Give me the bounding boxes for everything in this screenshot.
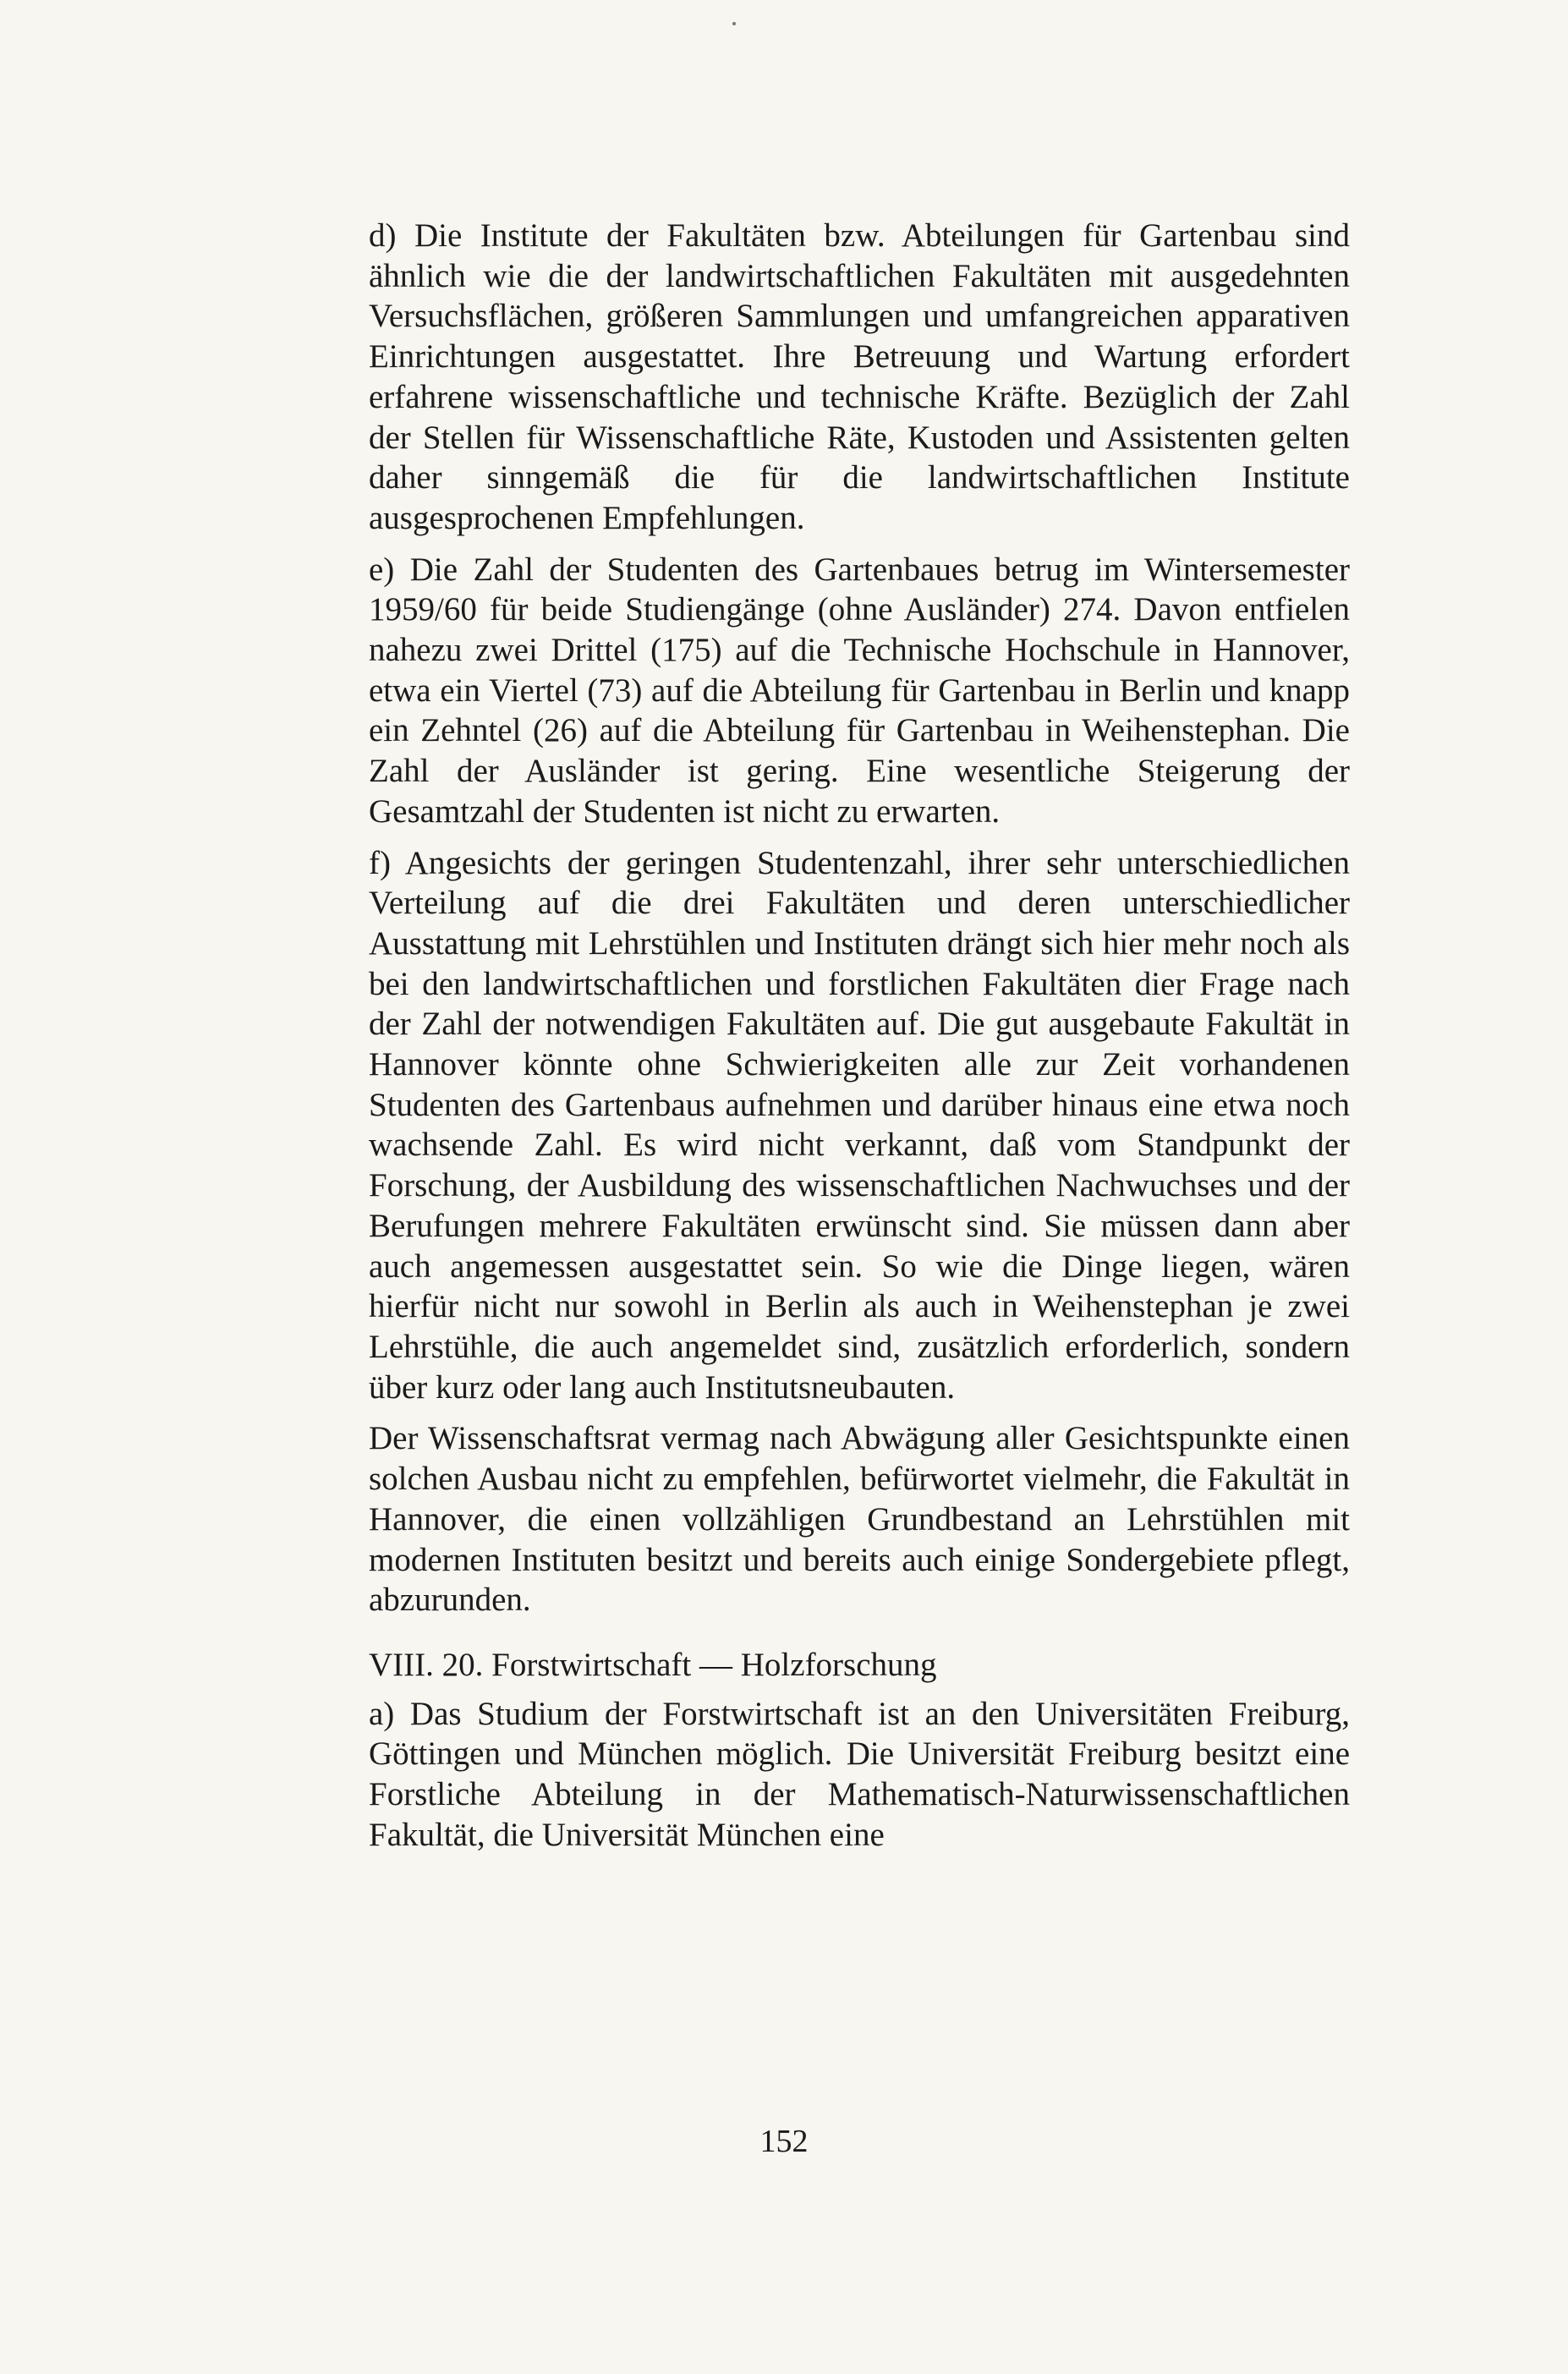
paragraph-recommendation: Der Wissenschaftsrat vermag nach Abwägung aller Gesichtspunkte einen solchen Ausbau nicht zu empfehlen, befürwortet vielmehr, die Fakultät in Hannover, die einen vollzähligen Grundbestand an Lehrstühlen mit modernen Instituten besitzt und bereits auch einige Sondergebiete pflegt, abzurunden. — [369, 1420, 1350, 1619]
section-heading: VIII. 20. Forstwirtschaft — Holzforschung — [369, 1646, 937, 1683]
paragraph-d: d) Die Institute der Fakultäten bzw. Abteilungen für Gartenbau sind ähnlich wie die der landwirtschaftlichen Fakultäten mit ausgedehnten Versuchsflächen, größeren Sammlungen und umfangreichen apparativen Einrichtungen ausgestattet. Ihre Betreuung und Wartung erfordert erfahrene wissenschaftliche und technische Kräfte. Bezüglich der Zahl der Stellen für Wissenschaftliche Räte, Kustoden und Assistenten gelten daher sinngemäß die für die landwirtschaftlichen Institute ausgesprochenen Empfehlungen. — [369, 217, 1350, 536]
paragraph-a: a) Das Studium der Forstwirtschaft ist an den Universitäten Freiburg, Göttingen und München möglich. Die Universität Freiburg besitzt eine Forstliche Abteilung in der Mathematisch-Naturwissenschaftlichen Fakultät, die Universität München eine — [369, 1695, 1350, 1853]
paragraph-e: e) Die Zahl der Studenten des Gartenbaues betrug im Wintersemester 1959/60 für beide Studiengänge (ohne Ausländer) 274. Davon entfielen nahezu zwei Drittel (175) auf die Technische Hochschule in Hannover, etwa ein Viertel (73) auf die Abteilung für Gartenbau in Berlin und knapp ein Zehntel (26) auf die Abteilung für Gartenbau in Weihenstephan. Die Zahl der Ausländer ist gering. Eine wesentliche Steigerung der Gesamtzahl der Studenten ist nicht zu erwarten. — [369, 551, 1350, 830]
scan-speck — [732, 22, 736, 25]
paragraph-f: f) Angesichts der geringen Studentenzahl, ihrer sehr unterschiedlichen Verteilung auf die drei Fakultäten und deren unterschiedlicher Ausstattung mit Lehrstühlen und Instituten drängt sich hier mehr noch als bei den landwirtschaftlichen und forstlichen Fakultäten dier Frage nach der Zahl der notwendigen Fakultäten auf. Die gut ausgebaute Fakultät in Hannover könnte ohne Schwierigkeiten alle zur Zeit vorhandenen Studenten des Gartenbaus aufnehmen und darüber hinaus eine etwa noch wachsende Zahl. Es wird nicht verkannt, daß vom Standpunkt der Forschung, der Ausbildung des wissenschaftlichen Nachwuchses und der Berufungen mehrere Fakultäten erwünscht sind. Sie müssen dann aber auch angemessen ausgestattet sein. So wie die Dinge liegen, wären hierfür nicht nur sowohl in Berlin als auch in Weihenstephan je zwei Lehrstühle, die auch angemeldet sind, zusätzlich erforderlich, sondern über kurz oder lang auch Institutsneubauten. — [369, 844, 1350, 1406]
page-body — [369, 216, 1350, 1866]
page-number: 152 — [759, 2124, 809, 2159]
